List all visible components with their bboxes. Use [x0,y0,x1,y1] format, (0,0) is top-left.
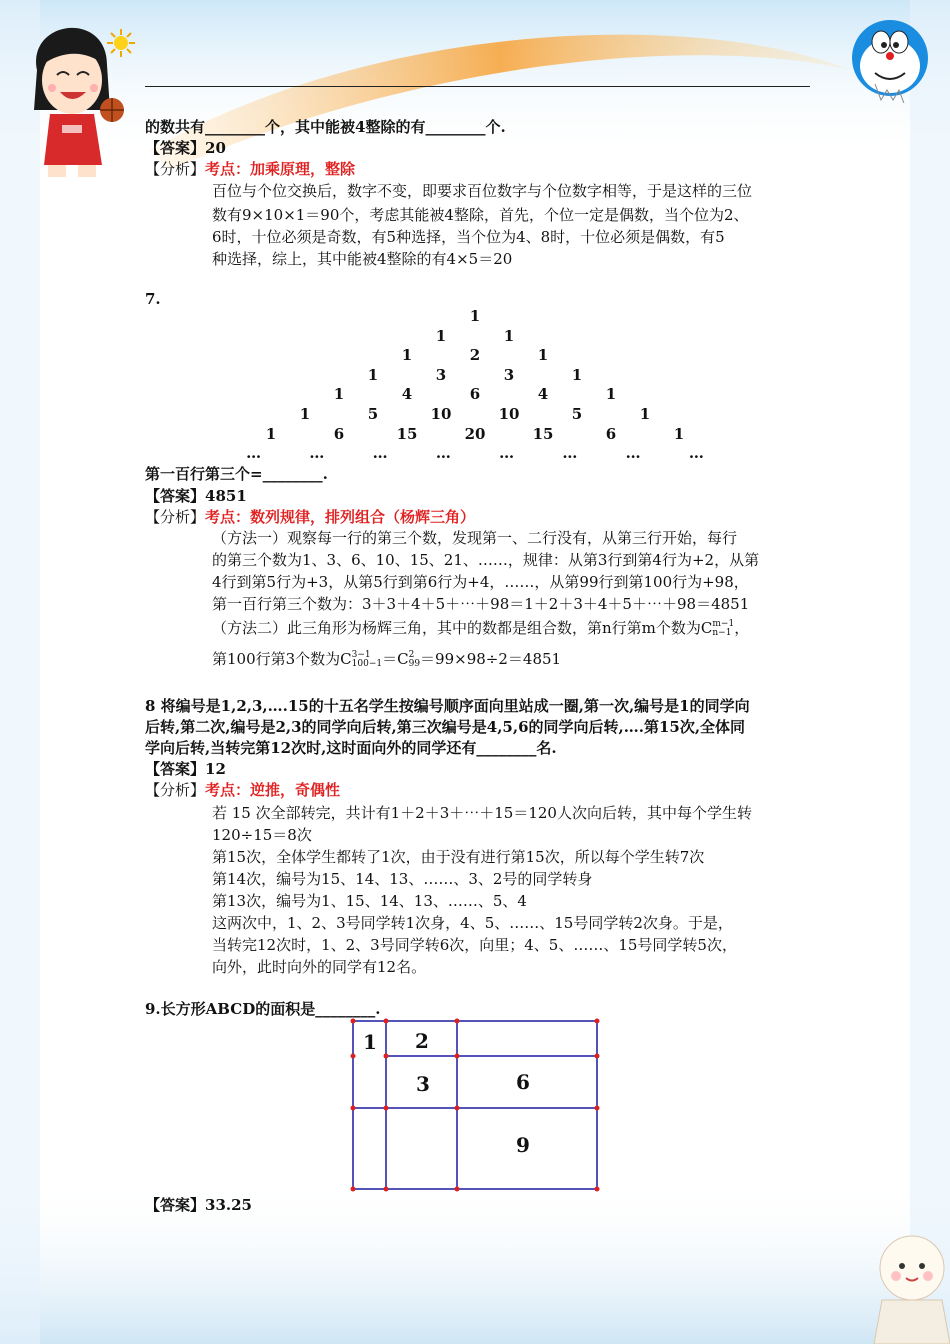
triangle-number: 3 [435,365,447,384]
triangle-number: 3 [503,365,515,384]
q7-analysis-line: 4行到第5行为+3，从第5行到第6行为+4，……，从第99行到第100行为+98， [212,573,749,591]
q7-answer: 【答案】4851 [145,487,247,505]
triangle-number: 1 [401,346,413,365]
q7-analysis-header: 【分析】考点：数列规律，排列组合（杨辉三角） [145,508,476,526]
q7-analysis-line: （方法二）此三角形为杨辉三角，其中的数都是组合数，第n行第m个数为C m−1 n−1 ， [212,619,750,638]
q7-analysis-line: （方法一）观察每一行的第三个数，发现第一、二行没有，从第三行开始，每行 [212,529,738,547]
teru-teru-bozu-icon [872,1230,950,1344]
triangle-number: 1 [367,365,379,384]
triangle-number: 10 [430,405,452,423]
q8-analysis-line: 当转完12次时，1、2、3号同学转6次，向里；4、5、……、15号同学转5次， [212,936,737,954]
triangle-number: 2 [469,346,481,365]
grid-cell-label: 2 [415,1029,429,1053]
triangle-number: 6 [605,424,617,443]
triangle-number: 15 [532,424,554,443]
q6-analysis-line: 数有9×10×1＝90个，考虑其能被4整除，首先，个位一定是偶数，当个位为2、 [212,206,749,224]
grid-cell-label: 3 [416,1072,430,1096]
triangle-number: 4 [537,385,549,404]
grid-cell-label: 6 [516,1070,530,1094]
triangle-number: 1 [333,385,345,404]
q7-question: 第一百行第三个=________. [145,465,328,483]
q8-question-line: 学向后转,当转完第12次时,这时面向外的同学还有________名. [145,739,557,757]
triangle-number: 4 [401,385,413,404]
triangle-number: … [372,444,388,463]
triangle-number: 6 [333,424,345,443]
triangle-number: 1 [435,326,447,345]
triangle-number: … [309,444,325,463]
q9-question: 9.长方形ABCD的面积是________. [145,1000,381,1018]
triangle-number: 15 [396,424,418,443]
q8-analysis-line: 120÷15＝8次 [212,826,312,844]
q6-analysis-line: 种选择，综上，其中能被4整除的有4×5＝20 [212,250,513,268]
triangle-number: … [435,444,451,463]
triangle-number: … [246,444,262,463]
q6-continuation: 的数共有________个，其中能被4整除的有________个. [145,118,506,136]
triangle-number: … [499,444,515,463]
girl-basketball-cartoon-icon [22,10,132,185]
triangle-number: 5 [571,405,583,423]
q7-analysis-line: 第100行第3个数为C 3−1 100−1 ＝C 2 99 ＝99×98÷2＝4851 [212,650,562,669]
q6-analysis-line: 6时，十位必须是奇数，有5种选择，当个位为4、8时，十位必须是偶数，有5 [212,228,725,246]
q8-question-line: 8 将编号是1,2,3,….15的十五名学生按编号顺序面向里站成一圈,第一次,编号是1的同学向 [145,697,750,715]
triangle-number: 1 [299,405,311,423]
q8-analysis-line: 第14次，编号为15、14、13、……、3、2号的同学转身 [212,870,593,888]
triangle-number: 1 [673,424,685,443]
q7-number: 7. [145,290,161,308]
triangle-number: … [688,444,704,463]
q8-analysis-line: 第13次，编号为1、15、14、13、……、5、4 [212,892,527,910]
rectangle-grid-figure [348,1016,604,1196]
q9-answer: 【答案】33.25 [145,1196,252,1214]
triangle-number: … [625,444,641,463]
grid-cell-label: 9 [516,1133,530,1157]
triangle-number: 1 [503,326,515,345]
triangle-number: 10 [498,405,520,423]
q8-question-line: 后转,第二次,编号是2,3的同学向后转,第三次编号是4,5,6的同学向后转,….第15次,全体同 [145,718,746,736]
q8-analysis-line: 向外，此时向外的同学有12名。 [212,958,427,976]
triangle-number: 1 [469,307,481,325]
triangle-number: 1 [537,346,549,365]
q8-analysis-header: 【分析】考点：逆推，奇偶性 [145,781,341,799]
q8-analysis-line: 这两次中，1、2、3号同学转1次身，4、5、……、15号同学转2次身。于是， [212,914,733,932]
triangle-number: 1 [265,424,277,443]
q6-analysis-header: 【分析】考点：加乘原理，整除 [145,160,356,178]
q6-analysis-line: 百位与个位交换后，数字不变，即要求百位数字与个位数字相等，于是这样的三位 [212,182,753,200]
triangle-number: 1 [571,365,583,384]
triangle-number: 5 [367,405,379,423]
triangle-number: 1 [605,385,617,404]
doraemon-icon [845,18,935,103]
triangle-number: 6 [469,385,481,404]
triangle-number: 20 [464,424,486,443]
triangle-number: 1 [639,405,651,423]
q8-analysis-line: 第15次，全体学生都转了1次，由于没有进行第15次，所以每个学生转7次 [212,848,705,866]
q8-analysis-line: 若 15 次全部转完，共计有1＋2＋3＋⋯＋15＝120人次向后转，其中每个学生转 [212,804,752,822]
q6-answer: 【答案】20 [145,139,226,157]
q7-analysis-line: 第一百行第三个数为：3＋3＋4＋5＋⋯＋98＝1＋2＋3＋4＋5＋⋯＋98＝4851 [212,595,750,613]
triangle-number: … [562,444,578,463]
header-rule [145,86,810,87]
q7-analysis-line: 的第三个数为1、3、6、10、15、21、……，规律：从第3行到第4行为+2，从第 [212,551,760,569]
grid-cell-label: 1 [363,1030,377,1054]
q8-answer: 【答案】12 [145,760,226,778]
